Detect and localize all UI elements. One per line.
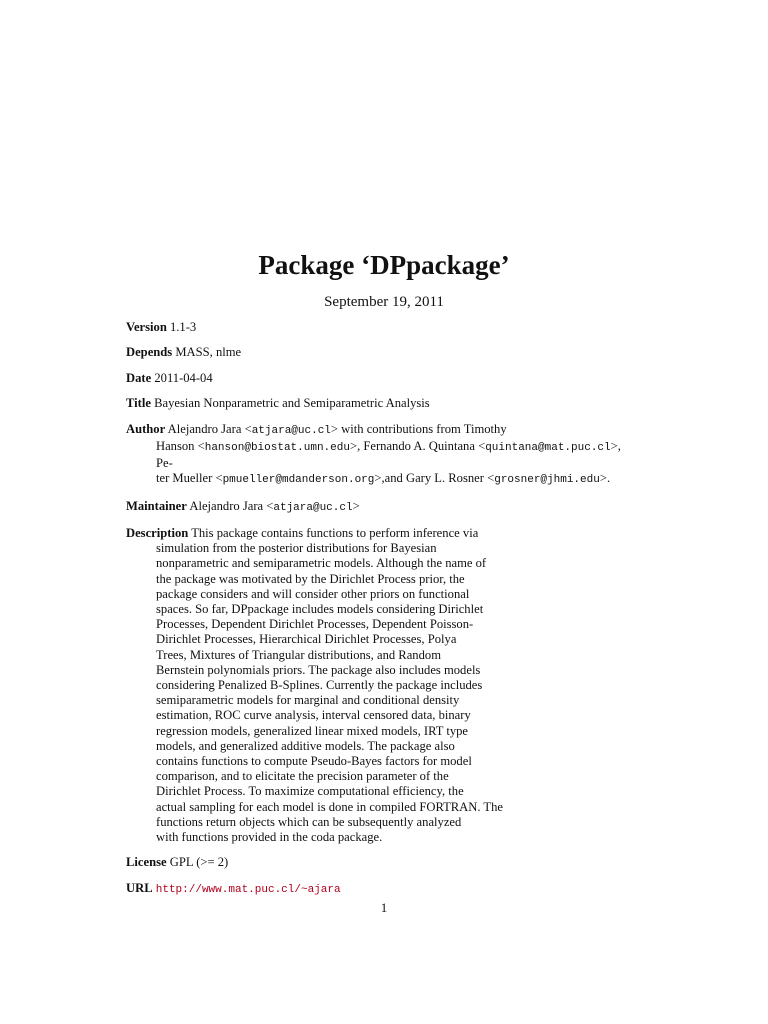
description-line: models, and generalized additive models. The package also — [156, 738, 455, 753]
description-line: Dirichlet Processes, Hierarchical Dirichlet Processes, Polya — [156, 632, 457, 647]
field-label: Maintainer — [126, 498, 187, 513]
description-line: package considers and will consider other priors on functional — [156, 586, 470, 601]
author-email: hanson@biostat.umn.edu — [204, 441, 350, 454]
description-line: contains functions to compute Pseudo-Bayes factors for model — [156, 754, 472, 768]
field-value: GPL (>= 2) — [169, 855, 229, 870]
maintainer-email: atjara@uc.cl — [273, 501, 353, 514]
field-label: License — [126, 855, 167, 870]
author-line-3 — [126, 471, 626, 488]
field-description — [126, 526, 626, 845]
page-number: 1 — [380, 900, 388, 915]
author-email: quintana@mat.puc.cl — [485, 441, 611, 454]
description-line: actual sampling for each model is done in compiled FORTRAN. The — [156, 799, 504, 814]
description-line: estimation, ROC curve analysis, interval censored data, binary — [156, 708, 471, 723]
field-license — [126, 855, 626, 870]
author-email: grosner@jhmi.edu — [494, 474, 600, 487]
author-line-2 — [126, 439, 626, 471]
description-line: semiparametric models for marginal and conditional density — [156, 693, 460, 708]
field-label: Date — [126, 370, 152, 385]
author-email: atjara@uc.cl — [251, 424, 331, 437]
field-url — [126, 881, 626, 898]
author-line-1 — [126, 422, 626, 439]
field-label: Depends — [126, 345, 173, 360]
field-label: Description — [126, 525, 189, 540]
author-text: > with contributions from Timothy — [330, 421, 507, 436]
author-text: Alejandro Jara < — [167, 421, 252, 436]
package-fields — [126, 320, 626, 908]
document-date: September 19, 2011 — [324, 294, 444, 310]
field-value: Bayesian Nonparametric and Semiparametric Analysis — [154, 396, 430, 411]
field-value: 2011-04-04 — [154, 370, 213, 385]
maintainer-text: Alejandro Jara < — [189, 498, 274, 513]
author-text: >, Fernando A. Quintana < — [349, 438, 486, 453]
url-link[interactable]: http://www.mat.puc.cl/~ajara — [155, 883, 341, 896]
description-line: the package was motivated by the Dirichlet Process prior, the — [156, 571, 465, 586]
description-line: comparison, and to elicitate the precision parameter of the — [156, 769, 449, 784]
field-value: MASS, nlme — [175, 345, 242, 360]
description-line: with functions provided in the coda package. — [156, 830, 383, 845]
description-line: functions return objects which can be subsequently analyzed — [156, 814, 462, 829]
author-text: >. — [599, 471, 611, 486]
description-line: Trees, Mixtures of Triangular distributions, and Random — [156, 647, 441, 662]
field-maintainer — [126, 499, 626, 516]
page-title: Package ‘DPpackage’ — [258, 250, 510, 280]
field-label: Title — [126, 396, 151, 411]
field-title — [126, 396, 626, 411]
field-label: URL — [126, 880, 153, 895]
author-email: pmueller@mdanderson.org — [222, 474, 375, 487]
author-text: ter Mueller < — [156, 471, 223, 486]
description-line: considering Penalized B-Splines. Currently the package includes — [156, 677, 483, 692]
description-line: regression models, generalized linear mixed models, IRT type — [156, 723, 469, 738]
maintainer-text: > — [352, 498, 360, 513]
author-text: Hanson < — [156, 438, 205, 453]
author-text: >, Pe- — [156, 438, 621, 470]
field-value: 1.1-3 — [169, 320, 197, 334]
field-label: Version — [126, 320, 167, 334]
field-author — [126, 422, 626, 489]
field-date — [126, 371, 626, 386]
description-line: Dirichlet Process. To maximize computational efficiency, the — [156, 784, 464, 799]
description-line: simulation from the posterior distributions for Bayesian — [156, 541, 437, 556]
author-text: >,and Gary L. Rosner < — [374, 471, 495, 486]
description-line: spaces. So far, DPpackage includes models considering Dirichlet — [156, 601, 484, 616]
description-line: nonparametric and semiparametric models. Although the name of — [156, 556, 487, 571]
field-version — [126, 320, 626, 335]
description-line: Bernstein polynomials priors. The package also includes models — [156, 662, 481, 677]
field-depends — [126, 345, 626, 360]
description-line: Processes, Dependent Dirichlet Processes, Dependent Poisson- — [156, 617, 474, 632]
field-label: Author — [126, 421, 166, 436]
description-line — [126, 526, 626, 541]
description-text: This package contains functions to perform inference via — [191, 525, 479, 540]
